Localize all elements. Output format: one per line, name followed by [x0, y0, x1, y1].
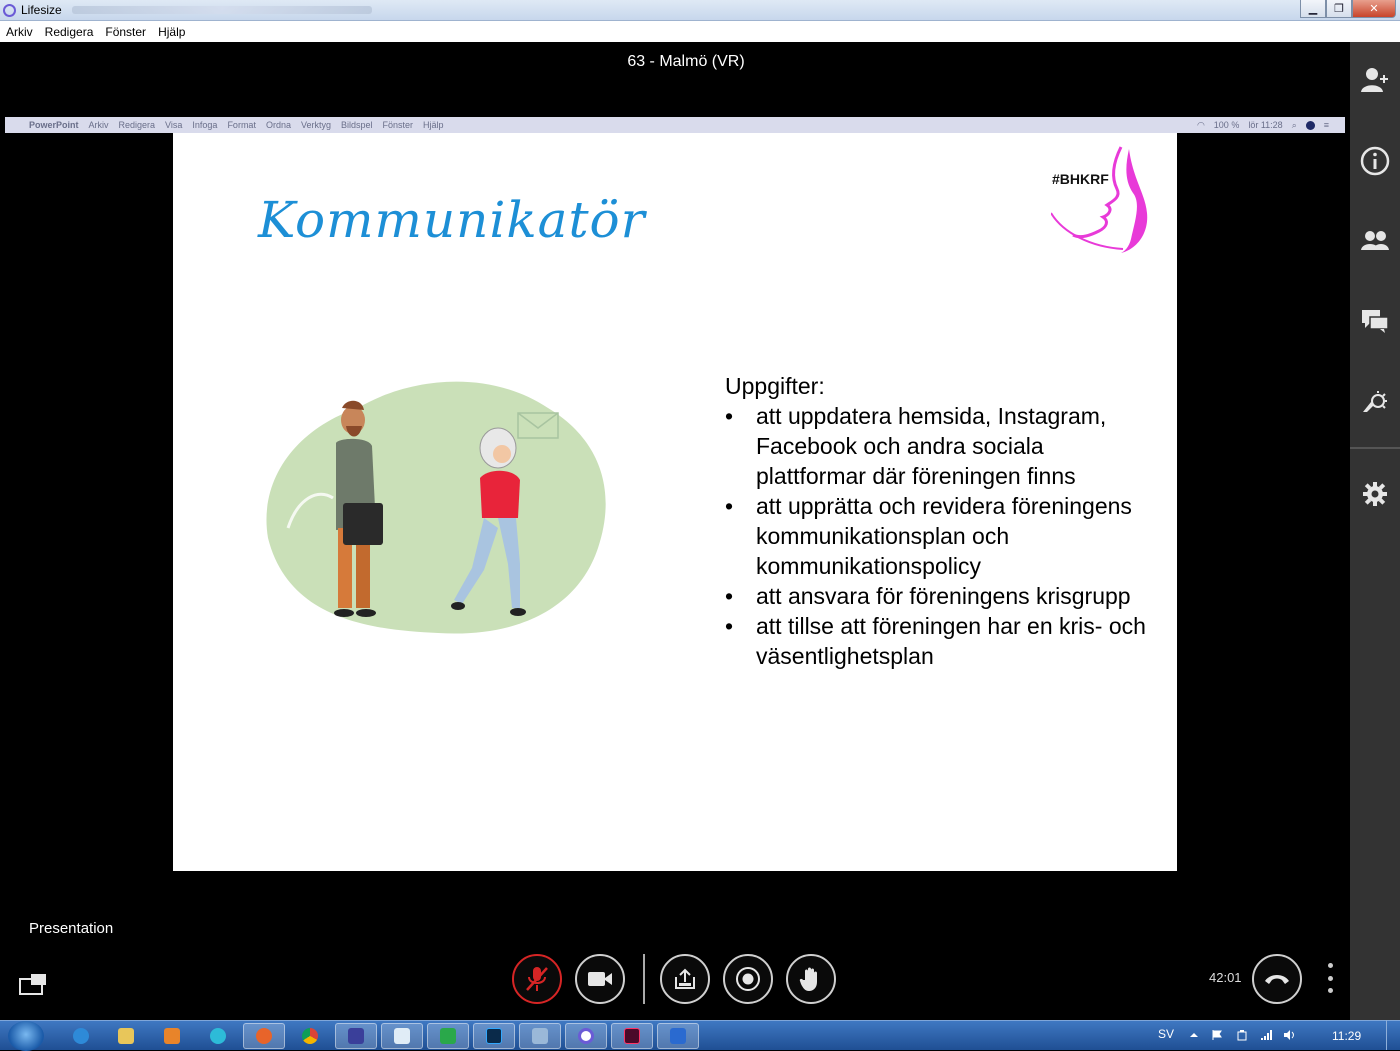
mac-menu-bildspel: Bildspel: [340, 120, 373, 130]
slide-title: Kommunikatör: [258, 191, 646, 249]
lifesize-app-icon: [3, 4, 16, 17]
task-list: [725, 401, 1155, 671]
notepad-icon: [394, 1028, 410, 1044]
mac-clock: lör 11:28: [1248, 120, 1283, 130]
wifi-icon: ◠: [1196, 119, 1205, 130]
presentation-slide: [173, 133, 1177, 871]
mac-menu-arkiv: Arkiv: [88, 120, 109, 130]
menu-fonster[interactable]: Fönster: [105, 24, 147, 39]
internet-explorer-icon: [73, 1028, 89, 1044]
chat-button[interactable]: [1350, 299, 1400, 343]
photoshop-icon: [486, 1028, 502, 1044]
taskbar-window[interactable]: [519, 1023, 561, 1049]
share-screen-button[interactable]: [660, 954, 710, 1004]
taskbar-firefox[interactable]: [243, 1023, 285, 1049]
menu-arkiv[interactable]: Arkiv: [6, 24, 33, 39]
volume-icon[interactable]: [1283, 1029, 1295, 1041]
taskbar-lifesize[interactable]: [565, 1023, 607, 1049]
save-app-icon: [348, 1028, 364, 1044]
power-icon[interactable]: [1236, 1029, 1248, 1041]
window-titlebar: [0, 0, 1400, 21]
effects-button[interactable]: [1350, 379, 1400, 423]
window-title: Lifesize: [21, 3, 62, 17]
hashtag-label: #BHKRF: [1052, 171, 1109, 187]
menu-bar: [0, 21, 1400, 42]
taskbar-indesign[interactable]: [611, 1023, 653, 1049]
security-icon: [440, 1028, 456, 1044]
share-screen-icon: [673, 967, 697, 991]
list-item: • att tillse att föreningen har en kris- och väsentlighetsplan: [725, 611, 1155, 671]
mac-menu-fonster: Fönster: [382, 120, 414, 130]
right-sidebar: [1350, 42, 1400, 1020]
participants-icon: [1361, 230, 1389, 252]
hang-up-icon: [1264, 972, 1290, 986]
menu-redigera[interactable]: Redigera: [44, 24, 94, 39]
add-participant-icon: [1360, 66, 1390, 94]
presentation-label: Presentation: [29, 920, 114, 937]
siri-icon: [1306, 121, 1315, 130]
call-title: 63 - Malmö (VR): [627, 53, 745, 70]
mac-menu-hjalp: Hjälp: [423, 120, 444, 130]
bhkrf-logo: [1051, 143, 1156, 253]
action-center-flag-icon[interactable]: [1211, 1029, 1223, 1041]
taskbar-outlook[interactable]: [657, 1023, 699, 1049]
spotlight-icon: ⌕: [1291, 119, 1297, 130]
taskbar-notepad[interactable]: [381, 1023, 423, 1049]
outlook-icon: [670, 1028, 686, 1044]
record-icon: [735, 966, 761, 992]
add-participant-button[interactable]: [1350, 58, 1400, 102]
participants-button[interactable]: [1350, 219, 1400, 263]
restore-button[interactable]: ❐: [1326, 0, 1352, 18]
taskbar-explorer[interactable]: [105, 1023, 147, 1049]
settings-button[interactable]: [1350, 472, 1400, 516]
mac-menu-ordna: Ordna: [265, 120, 291, 130]
firefox-icon: [256, 1028, 272, 1044]
minimize-button[interactable]: ▁: [1300, 0, 1326, 18]
system-clock[interactable]: 11:29: [1332, 1029, 1362, 1043]
settings-icon: [1362, 481, 1388, 507]
info-icon: [1360, 146, 1390, 176]
network-icon[interactable]: [1260, 1029, 1272, 1041]
show-hidden-icons-icon[interactable]: [1188, 1029, 1200, 1041]
language-indicator[interactable]: SV: [1158, 1027, 1175, 1041]
taskbar-edge[interactable]: [197, 1023, 239, 1049]
info-button[interactable]: [1350, 139, 1400, 183]
lifesize-icon: [578, 1028, 594, 1044]
raise-hand-button[interactable]: [786, 954, 836, 1004]
effects-icon: [1361, 388, 1389, 414]
file-explorer-icon: [118, 1028, 134, 1044]
mac-menu-verktyg: Verktyg: [300, 120, 331, 130]
camera-button[interactable]: [575, 954, 625, 1004]
mac-menu-powerpoint: PowerPoint: [29, 120, 79, 130]
mac-menu-infoga: Infoga: [192, 120, 218, 130]
taskbar-photoshop[interactable]: [473, 1023, 515, 1049]
indesign-icon: [624, 1028, 640, 1044]
hang-up-button[interactable]: [1252, 954, 1302, 1004]
mute-microphone-button[interactable]: [512, 954, 562, 1004]
record-button[interactable]: [723, 954, 773, 1004]
mac-menu-redigera: Redigera: [118, 120, 156, 130]
list-item: • att ansvara för föreningens krisgrupp: [725, 581, 1155, 611]
show-desktop-button[interactable]: [1386, 1020, 1400, 1050]
menu-hjalp[interactable]: Hjälp: [158, 24, 186, 39]
window-icon: [532, 1028, 548, 1044]
camera-icon: [587, 970, 613, 988]
mac-menu-visa: Visa: [165, 120, 183, 130]
taskbar-security[interactable]: [427, 1023, 469, 1049]
chat-icon: [1361, 308, 1389, 334]
shared-screen-menubar: [5, 117, 1345, 133]
sidebar-divider: [1350, 447, 1400, 449]
chrome-icon: [302, 1028, 318, 1044]
taskbar-chrome[interactable]: [289, 1023, 331, 1049]
edge-icon: [210, 1028, 226, 1044]
blurred-title-area: [72, 6, 372, 14]
battery-text: 100 %: [1213, 120, 1240, 130]
taskbar-ie[interactable]: [60, 1023, 102, 1049]
illustration-image: [258, 368, 638, 648]
media-player-icon: [164, 1028, 180, 1044]
start-button[interactable]: [8, 1021, 44, 1051]
close-button[interactable]: ✕: [1352, 0, 1396, 18]
more-options-icon[interactable]: [1323, 963, 1337, 993]
taskbar-media[interactable]: [151, 1023, 193, 1049]
list-item: • att upprätta och revidera föreningens kommunikationsplan och kommunikationspolicy: [725, 491, 1155, 581]
microphone-muted-icon: [524, 965, 550, 993]
slide-heading: Uppgifter:: [725, 373, 825, 399]
mac-menu-format: Format: [227, 120, 256, 130]
controls-divider: [643, 954, 645, 1004]
raise-hand-icon: [799, 966, 823, 992]
pip-toggle-icon[interactable]: [19, 973, 47, 995]
call-timer: 42:01: [1209, 970, 1242, 985]
slide-body: [725, 371, 1155, 671]
list-item: • att uppdatera hemsida, Instagram, Facebook och andra sociala plattformar där föreningen finns: [725, 401, 1155, 491]
notification-center-icon: ≡: [1323, 120, 1329, 130]
taskbar-save-app[interactable]: [335, 1023, 377, 1049]
